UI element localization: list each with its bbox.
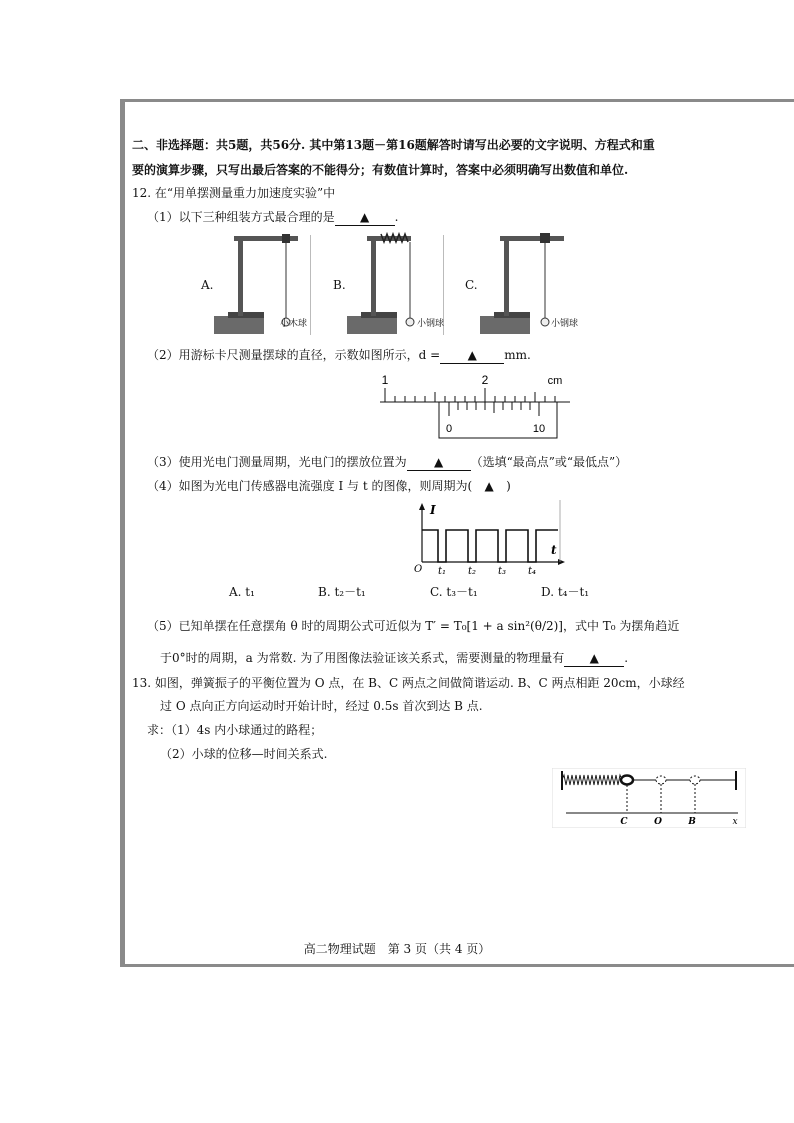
divider (310, 235, 311, 335)
section-instructions-line2: 要的演算步骤，只写出最后答案的不能得分；有数值计算时，答案中必须明确写出数值和单位. (132, 163, 629, 177)
option-b-label: B. (333, 278, 346, 292)
q13-line4: （2）小球的位移—时间关系式. (160, 747, 328, 761)
caliper-label: 0 (445, 423, 453, 435)
axis-label-x: x (732, 817, 738, 827)
graph-origin: O (414, 564, 423, 575)
page-border-bottom (120, 964, 794, 967)
answer-blank: ▲ (564, 650, 624, 667)
choice-b: B. t₂－t₁ (318, 585, 366, 599)
point-label-b: B (688, 817, 696, 827)
q13-line3: 求：（1）4s 内小球通过的路程； (147, 723, 323, 737)
page-border-left (120, 99, 125, 967)
ball-label-a: 小木球 (280, 319, 308, 329)
q13-line2: 过 O 点向正方向运动时开始计时，经过 0.5s 首次到达 B 点. (160, 699, 483, 713)
point-label-o: O (654, 817, 662, 827)
section-instructions-line1: 二、非选择题：共5题，共56分. 其中第13题－第16题解答时请写出必要的文字说明、方程式和重 (132, 138, 655, 152)
answer-blank: ▲ (335, 209, 395, 226)
answer-blank: ▲ (440, 347, 504, 364)
graph-tick: t₃ (497, 566, 507, 576)
q12-part5-line1: （5）已知单摆在任意摆角 θ 时的周期公式可近似为 T′ = T₀[1 + a sin²(θ/2)]，式中 T₀ 为摆角趋近 (147, 619, 680, 633)
choice-c: C. t₃－t₁ (430, 585, 478, 599)
q12-part2: （2）用游标卡尺测量摆球的直径，示数如图所示，d = ▲ mm. (147, 348, 531, 362)
q12-stem: 12. 在“用单摆测量重力加速度实验”中 (132, 186, 336, 200)
answer-blank: ▲ (407, 454, 471, 471)
option-a-label: A. (201, 278, 214, 292)
choice-d: D. t₄－t₁ (541, 585, 590, 599)
graph-tick: t₄ (527, 566, 537, 576)
caliper-label: 1 (381, 373, 389, 387)
page-border-top (120, 99, 794, 102)
point-label-c: C (620, 817, 628, 827)
option-c-label: C. (465, 278, 478, 292)
graph-x-label: t (551, 543, 557, 557)
choice-a: A. t₁ (229, 585, 255, 599)
graph-y-label: I (430, 503, 436, 517)
q12-part1: （1）以下三种组装方式最合理的是 ▲ . (147, 210, 399, 224)
answer-mark: ▲ (484, 479, 494, 493)
ball-label-c: 小钢球 (551, 319, 579, 329)
current-time-graph (408, 500, 570, 576)
caliper-label: cm (547, 375, 563, 387)
caliper-label: 10 (532, 423, 546, 435)
q12-part3: （3）使用光电门测量周期，光电门的摆放位置为 ▲ （选填“最高点”或“最低点”） (147, 455, 628, 469)
caliper-label: 2 (481, 373, 489, 387)
vernier-caliper (375, 372, 575, 444)
q12-part5-line2: 于0°时的周期，a 为常数. 为了用图像法验证该关系式，需要测量的物理量有 ▲ . (160, 651, 629, 665)
q13-line1: 13. 如图，弹簧振子的平衡位置为 O 点，在 B、C 两点之间做简谐运动. B、C 两点相距 20cm，小球经 (132, 676, 685, 690)
q12-part4: （4）如图为光电门传感器电流强度 I 与 t 的图像，则周期为( ▲ ) (147, 479, 511, 493)
page-footer: 高二物理试题 第 3 页（共 4 页） (303, 942, 491, 956)
ball-label-b: 小钢球 (417, 319, 445, 329)
graph-tick: t₁ (437, 566, 447, 576)
spring-oscillator-figure (552, 768, 746, 828)
graph-tick: t₂ (467, 566, 477, 576)
